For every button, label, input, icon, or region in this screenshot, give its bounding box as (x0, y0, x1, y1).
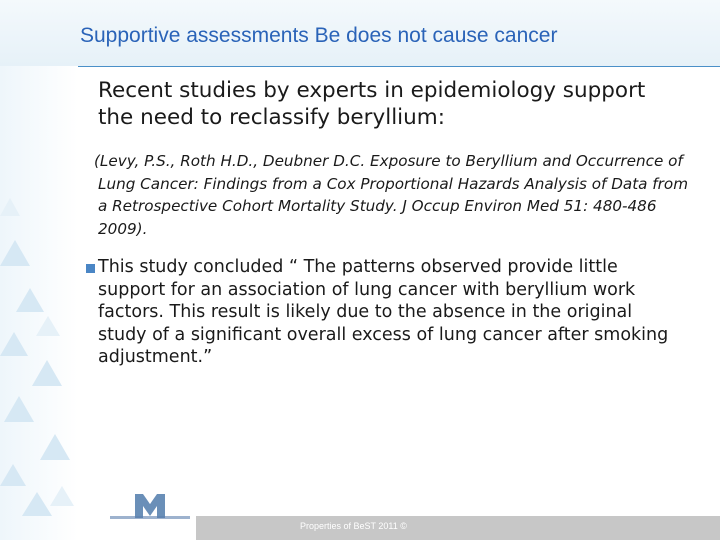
logo-wordmark (108, 516, 194, 540)
slide-title: Supportive assessments Be does not cause cancer (80, 24, 558, 47)
triangle-pattern-icon (0, 66, 78, 540)
intro-text: Recent studies by experts in epidemiology support the need to reclassify beryllium: (98, 78, 646, 130)
citation-text: (Levy, P.S., Roth H.D., Deubner D.C. Exposure to Beryllium and Occurrence of Lung Cancer: Findings from a Cox Proportional Hazards Analysis of Data from a Retrospective Cohort Mortality Study. J Occup Environ Med 51: 480-486 2009). (94, 152, 688, 238)
footer-bar (196, 516, 720, 540)
footer-text: Properties of BeST 2011 © (300, 521, 407, 531)
square-bullet-icon (86, 264, 95, 273)
left-decoration (0, 66, 78, 540)
bullet-text: This study concluded “ The patterns observed provide little support for an association of lung cancer with beryllium work factors. This result is likely due to the absence in the original study of a significant overall excess of lung cancer after smoking adjustment.” (98, 257, 669, 367)
